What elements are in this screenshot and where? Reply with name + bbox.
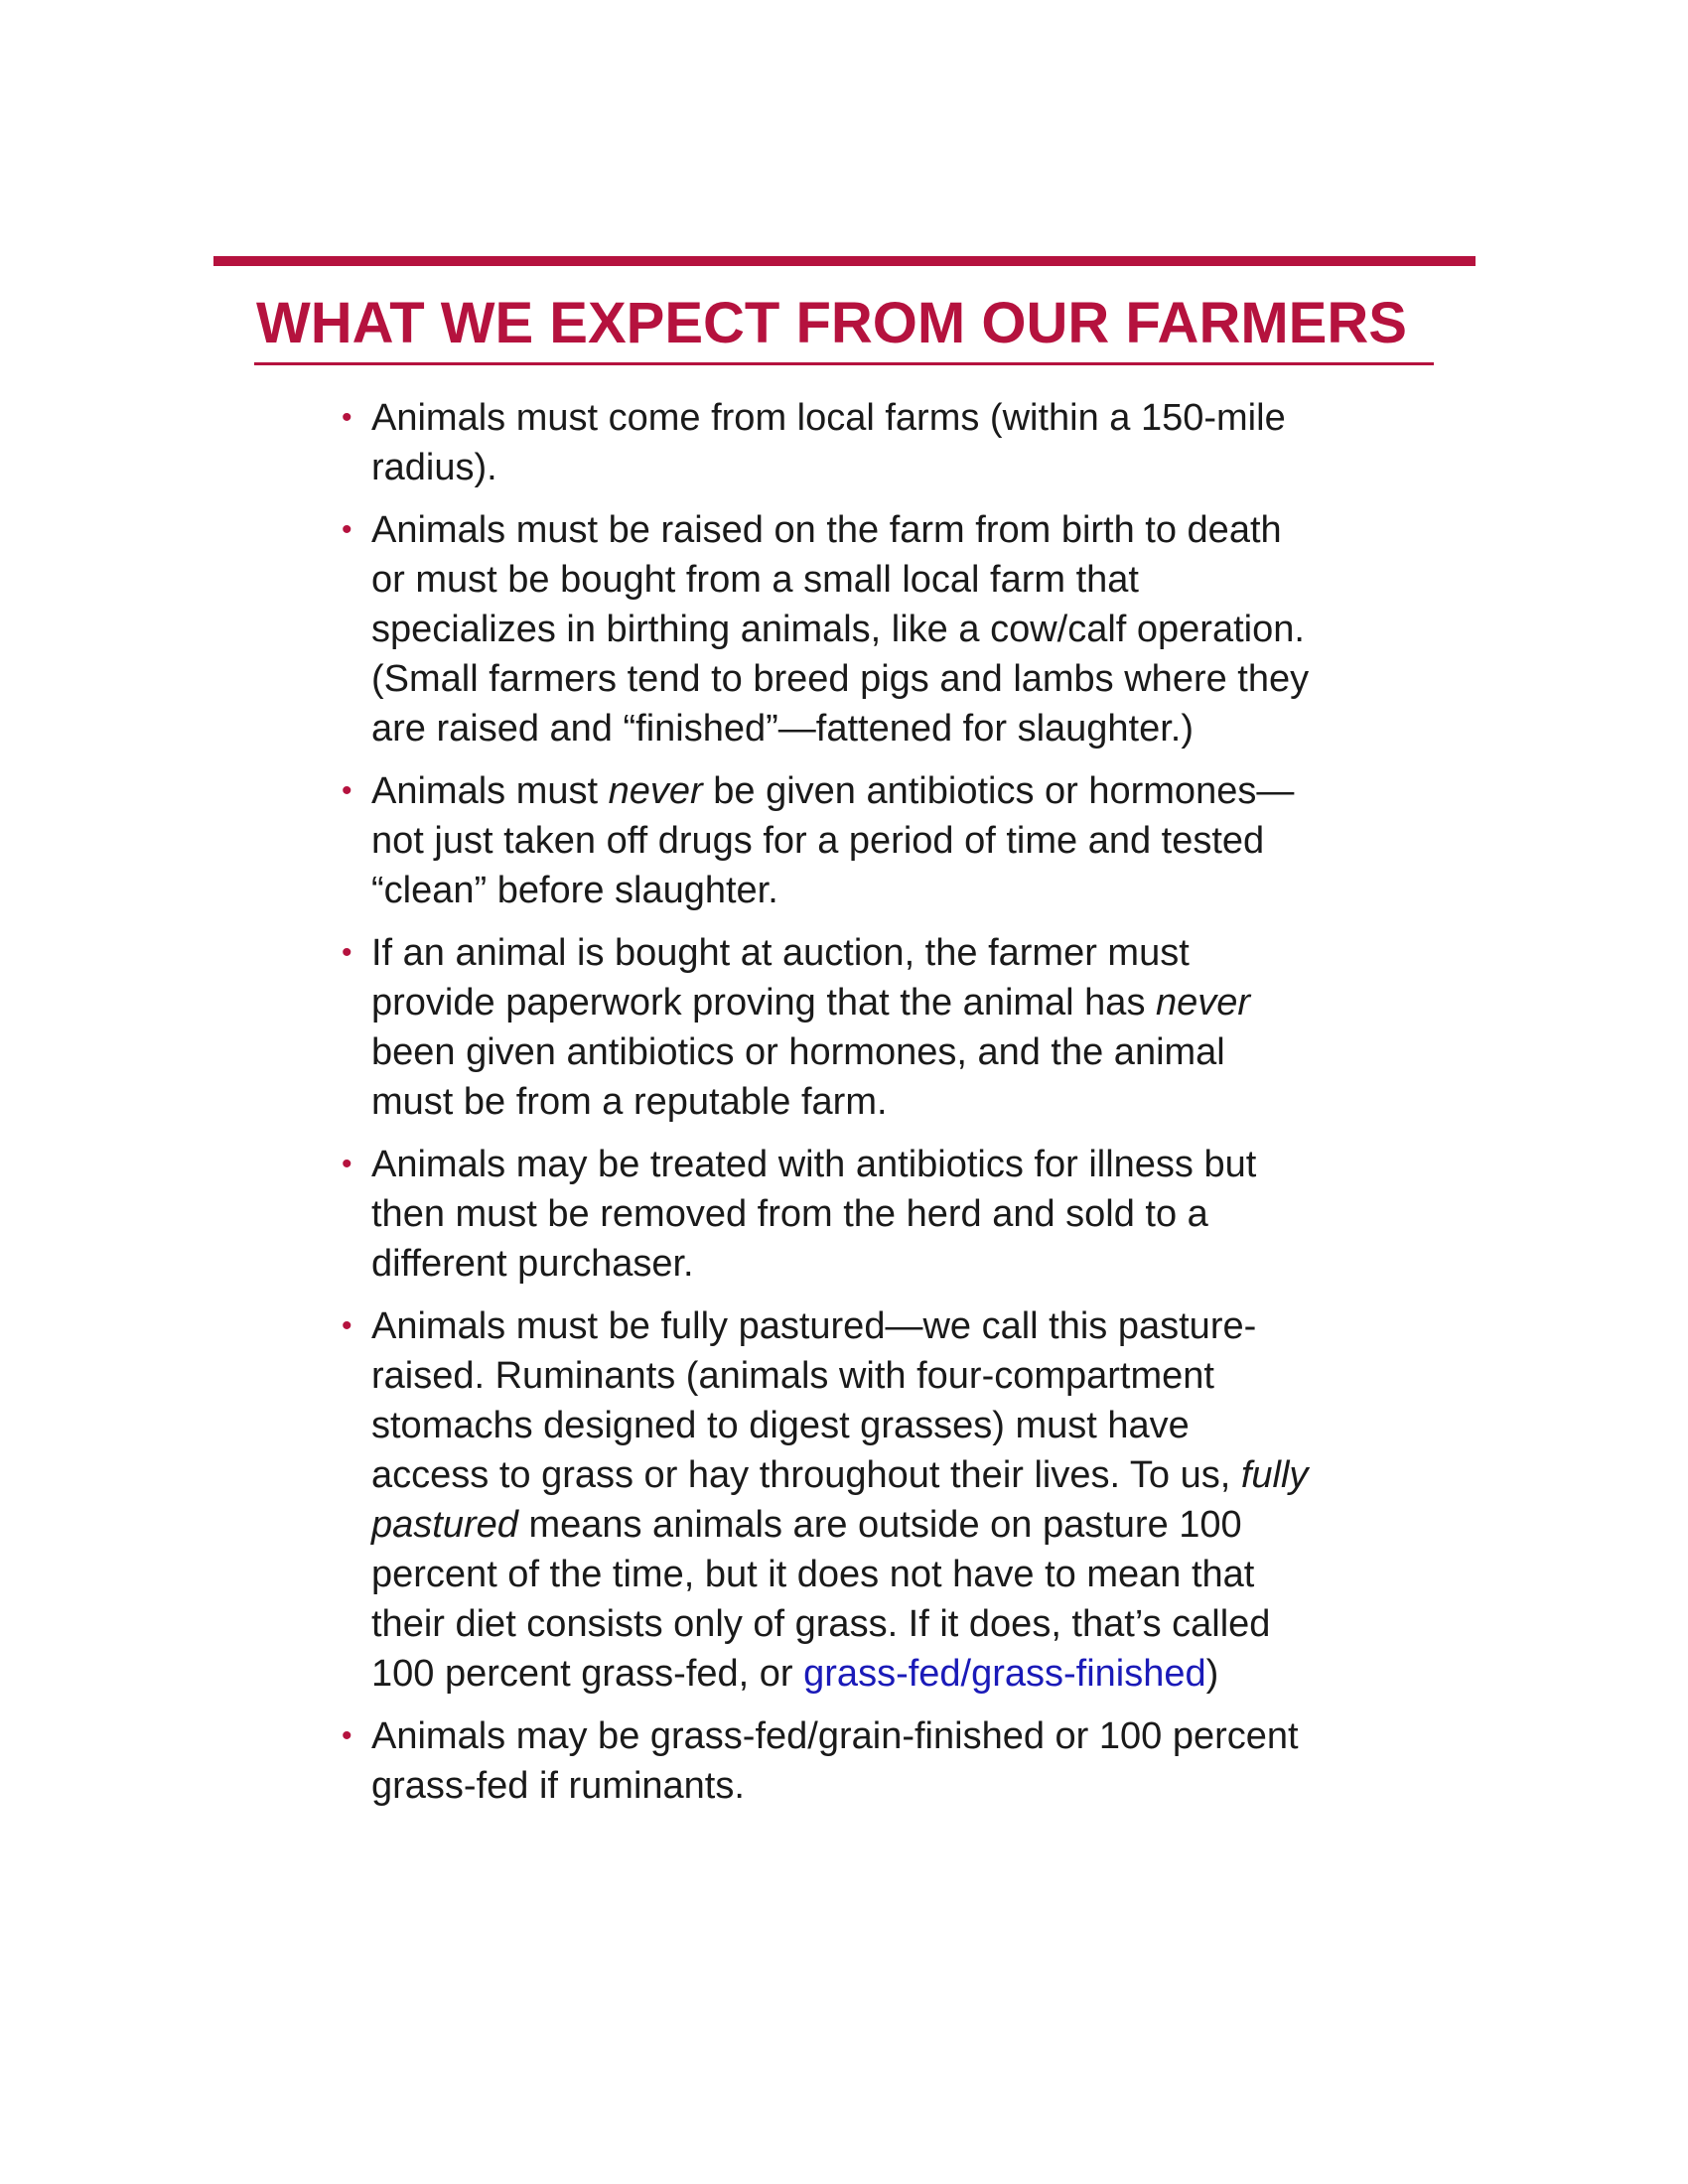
bullet-icon: • bbox=[342, 936, 352, 969]
list-item bbox=[342, 766, 1315, 915]
top-rule bbox=[213, 256, 1476, 266]
grass-fed-link[interactable]: grass-fed/grass-finished bbox=[803, 1653, 1206, 1695]
title-underline bbox=[254, 362, 1434, 365]
item-text-pre: Animals must bbox=[371, 770, 609, 812]
item-text: Animals may be treated with antibiotics for illness but then must be removed from the herd and sold to a different purchaser. bbox=[371, 1144, 1257, 1285]
expectations-list bbox=[342, 393, 1315, 1824]
bullet-icon: • bbox=[342, 1719, 352, 1752]
item-text: Animals must come from local farms (within a 150-mile radius). bbox=[371, 397, 1286, 488]
bullet-icon: • bbox=[342, 774, 352, 807]
item-text-pre: If an animal is bought at auction, the farmer must provide paperwork proving that the animal has bbox=[371, 932, 1190, 1024]
list-item bbox=[342, 393, 1315, 492]
item-text-pre: Animals must be fully pastured—we call this pasture-raised. Ruminants (animals with four-compartment stomachs designed to digest grasses) must have access to grass or hay throughout their lives. To us, bbox=[371, 1305, 1257, 1496]
item-text-emphasis: fully pastured bbox=[371, 1454, 1309, 1546]
bullet-icon: • bbox=[342, 513, 352, 546]
list-item bbox=[342, 505, 1315, 753]
list-item bbox=[342, 1301, 1315, 1699]
list-item bbox=[342, 1711, 1315, 1811]
list-item bbox=[342, 1140, 1315, 1289]
item-text: Animals must be raised on the farm from birth to death or must be bought from a small local farm that specializes in birthing animals, like a cow/calf operation. (Small farmers tend to breed pigs and lambs where they are raised and “finished”—fattened for slaughter.) bbox=[371, 509, 1310, 750]
item-text-post: been given antibiotics or hormones, and the animal must be from a reputable farm. bbox=[371, 1031, 1225, 1123]
list-item bbox=[342, 928, 1315, 1127]
bullet-icon: • bbox=[342, 401, 352, 434]
item-text-emphasis: never bbox=[608, 770, 703, 812]
page-title: WHAT WE EXPECT FROM OUR FARMERS bbox=[256, 291, 1407, 355]
item-text-mid: means animals are outside on pasture 100 percent of the time, but it does not have to mean that their diet consists only of grass. If it does, that’s called 100 percent grass-fed, or bbox=[371, 1504, 1271, 1695]
item-text-post: ) bbox=[1205, 1653, 1219, 1695]
bullet-icon: • bbox=[342, 1309, 352, 1342]
bullet-icon: • bbox=[342, 1148, 352, 1180]
item-text: Animals may be grass-fed/grain-finished or 100 percent grass-fed if ruminants. bbox=[371, 1715, 1299, 1807]
item-text-emphasis: never bbox=[1156, 982, 1251, 1024]
item-text-post: be given antibiotics or hormones—not just taken off drugs for a period of time and tested “clean” before slaughter. bbox=[371, 770, 1295, 911]
